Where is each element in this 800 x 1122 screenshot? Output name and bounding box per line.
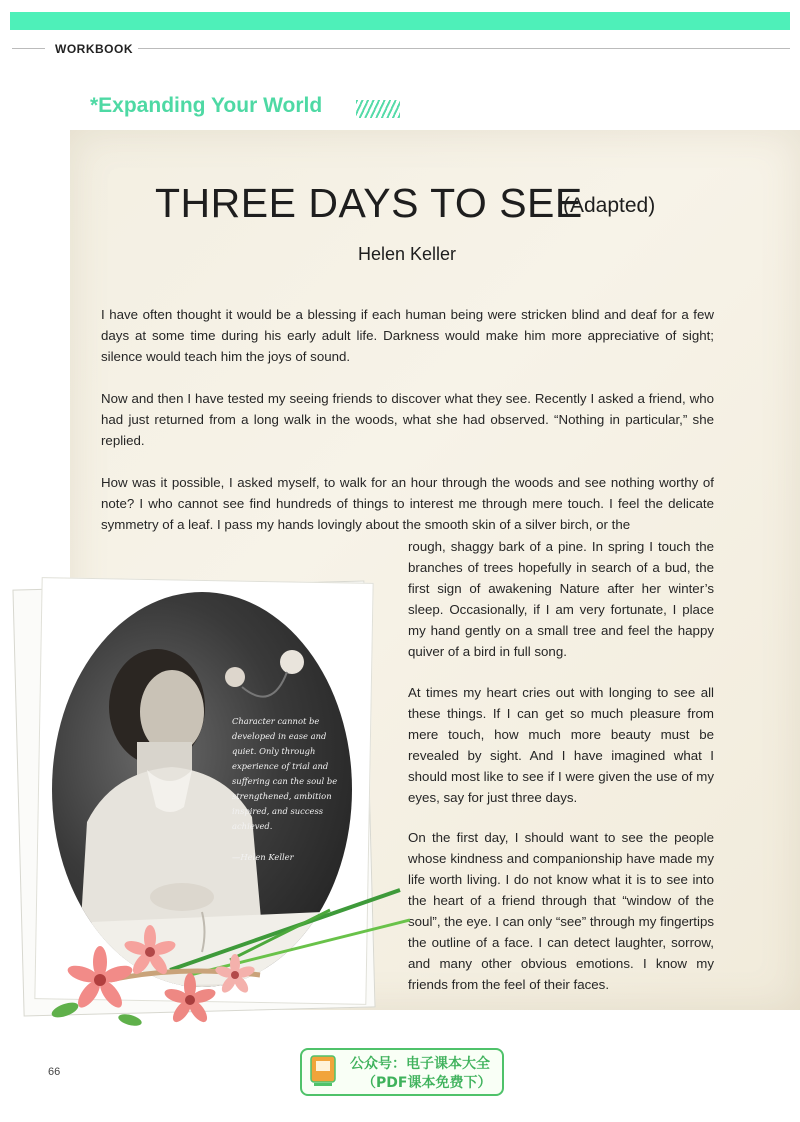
- stamp-line-1: 公众号：电子课本大全: [350, 1056, 490, 1072]
- book-icon: [310, 1055, 336, 1087]
- workbook-label: WORKBOOK: [55, 42, 133, 56]
- header-rule-right: [138, 48, 790, 49]
- quote-attribution: —Helen Keller: [232, 852, 294, 862]
- watermark-stamp: [300, 1048, 504, 1096]
- paragraph-5: On the first day, I should want to see the people whose kindness and companionship have made my life worth living. I do not know what it is to see into the heart of a friend through that “window of the soul”, the eye. I can only “see” through my fingertips the outline of a face. I can detect laughter, sorrow, and many other obvious emotions. I know my friends from the feel of their faces.: [408, 830, 714, 992]
- paragraph-3-continued: rough, shaggy bark of a pine. In spring I touch the branches of trees hopefully in search of a bud, the first sign of awakening Nature after her winter’s sleep. Occasionally, if I am very fortunate, I place my hand gently on a small tree and feel the happy quiver of a bird in full song.: [408, 539, 714, 659]
- keller-quote: Character cannot be developed in ease and quiet. Only through experience of trial and suffering can the soul be strengthened, ambition inspired, and success achieved.: [232, 716, 338, 831]
- section-title: *Expanding Your World: [90, 94, 323, 117]
- story-title: THREE DAYS TO SEE: [155, 180, 583, 226]
- page-number: 66: [48, 1066, 61, 1078]
- paragraph-1: I have often thought it would be a blessing if each human being were stricken blind and deaf for a few days at some time during his early adult life. Darkness would make him more appreciative of sight; silence would teach him the joys of sound.: [101, 307, 714, 364]
- story-title-suffix: (Adapted): [563, 194, 656, 217]
- stamp-line-2: （PDF课本免费下）: [362, 1075, 492, 1091]
- top-accent-bar: [10, 12, 790, 30]
- header-rule-left: [12, 48, 45, 49]
- paragraph-4: At times my heart cries out with longing to see all these things. If I can get so much pleasure from mere touch, how much more beauty must be revealed by sight. And I have imagined what I should most like to see if I were given the use of my eyes, say for just three days.: [408, 685, 714, 805]
- paragraph-3: How was it possible, I asked myself, to walk for an hour through the woods and see nothing worthy of note? I who cannot see find hundreds of things to interest me through mere touch. I feel the delicate symmetry of a leaf. I pass my hands lovingly about the smooth skin of a silver birch, or the: [101, 475, 714, 532]
- flower-decoration: [30, 880, 410, 1030]
- paragraph-2: Now and then I have tested my seeing friends to discover what they see. Recently I asked a friend, who had just returned from a long walk in the woods, what she had observed. “Nothing in particular,” she replied.: [101, 391, 714, 448]
- story-author: Helen Keller: [358, 244, 457, 264]
- decorative-hatch: [356, 100, 400, 118]
